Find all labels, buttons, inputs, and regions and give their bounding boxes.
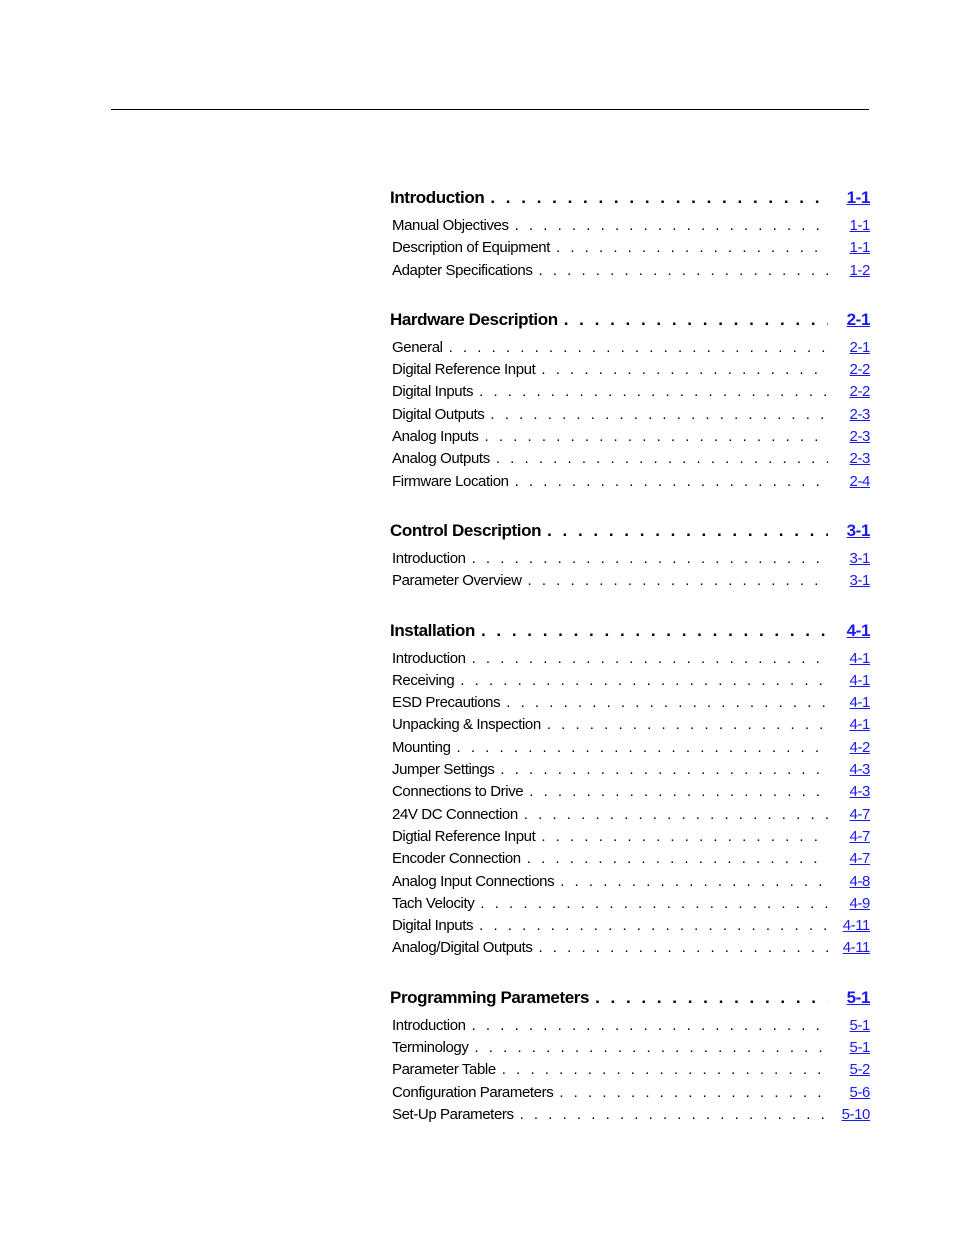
dot-leader [460, 672, 828, 689]
dot-leader [528, 572, 828, 589]
dot-leader [541, 828, 828, 845]
toc-chapter-entry [390, 188, 870, 216]
toc-entry [390, 716, 870, 738]
entry-page-link[interactable]: 2-3 [849, 450, 870, 468]
dot-leader [547, 716, 828, 733]
dot-leader [564, 310, 828, 330]
dot-leader [560, 873, 828, 890]
toc-sublist [390, 650, 870, 962]
dot-leader [559, 1084, 828, 1101]
entry-title: Encoder Connection [392, 850, 521, 868]
dot-leader [490, 406, 828, 423]
dot-leader [506, 694, 828, 711]
entry-title: Introduction [392, 549, 466, 567]
dot-leader [485, 428, 828, 445]
dot-leader [480, 895, 828, 912]
dot-leader [479, 917, 828, 934]
dot-leader [472, 1017, 828, 1034]
entry-title: Firmware Location [392, 472, 509, 490]
toc-entry [390, 262, 870, 284]
chapter-page-link[interactable]: 4-1 [846, 620, 870, 640]
entry-page-link[interactable]: 4-7 [849, 805, 870, 823]
entry-page-link[interactable]: 1-1 [849, 217, 870, 234]
entry-title: Digital Inputs [392, 917, 474, 935]
toc-entry [390, 572, 870, 594]
entry-page-link[interactable]: 5-1 [849, 1039, 870, 1057]
dot-leader [457, 739, 828, 756]
dot-leader [472, 550, 828, 567]
entry-page-link[interactable]: 3-1 [849, 572, 870, 590]
entry-title: Receiving [392, 671, 455, 689]
chapter-page-link[interactable]: 3-1 [846, 520, 870, 540]
toc-entry [390, 761, 870, 783]
entry-page-link[interactable]: 4-3 [849, 783, 870, 801]
toc-entry [390, 828, 870, 850]
entry-page-link[interactable]: 4-2 [849, 738, 870, 756]
toc-entry [390, 239, 870, 261]
entry-page-link[interactable]: 3-1 [849, 549, 870, 567]
entry-title: Introduction [392, 1016, 466, 1034]
entry-page-link[interactable]: 1-2 [849, 261, 870, 279]
toc-sublist [390, 339, 870, 495]
entry-title: Jumper Settings [392, 761, 495, 779]
dot-leader [481, 621, 828, 641]
entry-page-link[interactable]: 2-3 [849, 428, 870, 446]
entry-page-link[interactable]: 4-1 [849, 649, 870, 667]
toc-entry [390, 917, 870, 939]
dot-leader [547, 521, 828, 541]
entry-page-link[interactable]: 5-10 [841, 1105, 870, 1123]
entry-title: ESD Precautions [392, 694, 501, 712]
toc-entry [390, 428, 870, 450]
dot-leader [496, 450, 828, 467]
entry-title: Adapter Specifications [392, 261, 533, 279]
chapter-title: Introduction [390, 188, 485, 207]
entry-page-link[interactable]: 2-4 [849, 472, 870, 490]
entry-page-link[interactable]: 5-1 [849, 1016, 870, 1034]
entry-title: Digital Inputs [392, 383, 474, 401]
entry-title: Parameter Table [392, 1061, 496, 1079]
dot-leader [524, 806, 828, 823]
entry-page-link[interactable]: 4-11 [842, 917, 870, 935]
entry-title: General [392, 338, 443, 356]
dot-leader [500, 761, 828, 778]
entry-page-link[interactable]: 2-2 [849, 361, 870, 379]
entry-title: Digtial Reference Input [392, 827, 536, 845]
entry-title: Digital Reference Input [392, 361, 536, 379]
header-rule [111, 109, 869, 110]
entry-title: Analog Outputs [392, 450, 490, 468]
entry-title: Manual Objectives [392, 217, 509, 234]
toc-entry [390, 806, 870, 828]
entry-page-link[interactable]: 4-8 [849, 872, 870, 890]
dot-leader [515, 217, 828, 234]
entry-page-link[interactable]: 5-2 [849, 1061, 870, 1079]
toc-entry [390, 739, 870, 761]
toc-entry [390, 939, 870, 961]
toc-entry [390, 694, 870, 716]
dot-leader [474, 1039, 828, 1056]
dot-leader [541, 361, 828, 378]
chapter-title: Control Description [390, 520, 542, 540]
toc-entry [390, 672, 870, 694]
entry-page-link[interactable]: 4-3 [849, 761, 870, 779]
entry-title: Configuration Parameters [392, 1083, 554, 1101]
chapter-page-link[interactable]: 2-1 [846, 309, 870, 329]
toc-entry [390, 217, 870, 239]
table-of-contents [390, 188, 870, 1154]
entry-title: Terminology [392, 1039, 469, 1057]
toc-section [390, 521, 870, 595]
entry-title: Digital Outputs [392, 405, 485, 423]
toc-entry [390, 895, 870, 917]
chapter-page-link[interactable]: 5-1 [846, 987, 870, 1007]
chapter-title: Programming Parameters [390, 987, 590, 1007]
entry-title: Analog Input Connections [392, 872, 555, 890]
toc-entry [390, 873, 870, 895]
toc-entry [390, 450, 870, 472]
toc-section [390, 188, 870, 284]
toc-entry [390, 550, 870, 572]
toc-entry [390, 850, 870, 872]
dot-leader [529, 783, 828, 800]
toc-section [390, 988, 870, 1128]
entry-page-link[interactable]: 2-2 [849, 383, 870, 401]
toc-entry [390, 1084, 870, 1106]
toc-section [390, 310, 870, 495]
entry-title: Analog Inputs [392, 428, 479, 446]
dot-leader [520, 1106, 828, 1123]
chapter-page-link[interactable]: 1-1 [846, 188, 870, 207]
dot-leader [472, 650, 828, 667]
toc-chapter-entry [390, 621, 870, 649]
entry-page-link[interactable]: 4-7 [849, 827, 870, 845]
dot-leader [515, 473, 828, 490]
toc-entry [390, 1017, 870, 1039]
toc-sublist [390, 1017, 870, 1128]
entry-page-link[interactable]: 4-11 [842, 939, 870, 957]
toc-chapter-entry [390, 521, 870, 549]
entry-title: 24V DC Connection [392, 805, 518, 823]
dot-leader [556, 239, 828, 256]
toc-chapter-entry [390, 988, 870, 1016]
entry-title: Unpacking & Inspection [392, 716, 541, 734]
entry-title: Description of Equipment [392, 239, 550, 257]
entry-title: Set-Up Parameters [392, 1105, 514, 1123]
toc-entry [390, 473, 870, 495]
toc-sublist [390, 217, 870, 284]
entry-page-link[interactable]: 4-1 [849, 671, 870, 689]
chapter-title: Hardware Description [390, 309, 558, 329]
entry-page-link[interactable]: 5-6 [849, 1083, 870, 1101]
entry-title: Connections to Drive [392, 783, 524, 801]
toc-section [390, 621, 870, 962]
entry-title: Mounting [392, 738, 451, 756]
toc-entry [390, 1061, 870, 1083]
toc-chapter-entry [390, 310, 870, 338]
dot-leader [479, 383, 828, 400]
toc-entry [390, 783, 870, 805]
entry-page-link[interactable]: 2-1 [849, 338, 870, 356]
dot-leader [449, 339, 828, 356]
toc-entry [390, 361, 870, 383]
entry-page-link[interactable]: 4-9 [849, 894, 870, 912]
entry-title: Tach Velocity [392, 894, 475, 912]
entry-page-link[interactable]: 4-1 [849, 716, 870, 734]
entry-page-link[interactable]: 4-7 [849, 850, 870, 868]
toc-entry [390, 650, 870, 672]
dot-leader [595, 988, 828, 1008]
entry-title: Parameter Overview [392, 572, 522, 590]
toc-entry [390, 1039, 870, 1061]
dot-leader [538, 939, 828, 956]
toc-entry [390, 406, 870, 428]
toc-entry [390, 383, 870, 405]
entry-title: Analog/Digital Outputs [392, 939, 533, 957]
entry-title: Introduction [392, 649, 466, 667]
entry-page-link[interactable]: 1-1 [849, 239, 870, 257]
toc-entry [390, 1106, 870, 1128]
dot-leader [502, 1061, 828, 1078]
entry-page-link[interactable]: 2-3 [849, 405, 870, 423]
chapter-title: Installation [390, 620, 475, 640]
toc-entry [390, 339, 870, 361]
dot-leader [538, 262, 828, 279]
toc-sublist [390, 550, 870, 595]
entry-page-link[interactable]: 4-1 [849, 694, 870, 712]
dot-leader [490, 188, 828, 208]
dot-leader [527, 850, 828, 867]
